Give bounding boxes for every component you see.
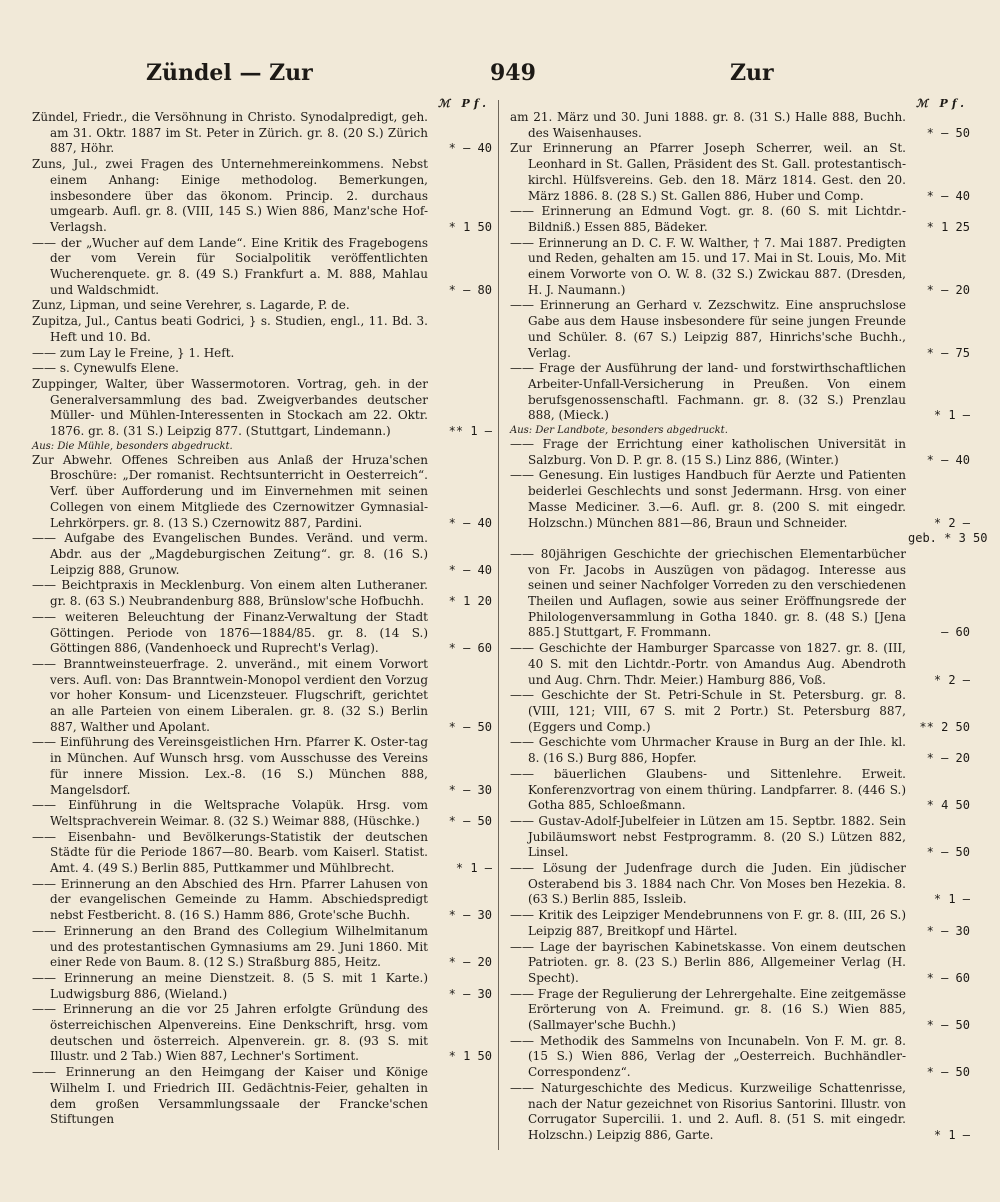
entry-text: Zuppinger, Walter, über Wassermotoren. Vortrag, geh. in der Generalversammlung des bad. Zweigverbandes deutscher Müller- und Mühlen-Interessenten in Stockach am 22. Oktr. 1876. gr. 8. (31 S.) Leipzig 877. (Stuttgart, Lindemann.) [32,376,428,439]
bibliography-entry [510,547,970,641]
entry-text: Zündel, Friedr., die Versöhnung in Christo. Synodalpredigt, geh. am 31. Oktr. 1887 im St. Peter in Zürich. gr. 8. (20 S.) Zürich 887, Höhr. [32,110,428,156]
bibliography-entry [32,157,492,236]
entry-price: * 1 20 [448,594,492,609]
header-left: Zündel — Zur [146,60,313,86]
entry-text: —— Erinnerung an den Brand des Collegium Wilhelmitanum und des protestantischen Gymnasiums am 29. Juni 1860. Mit einer Rede von Baum. 8. (12 S.) Straßburg 885, Heitz. [32,923,428,970]
bibliography-entry [32,1065,492,1128]
entry-text: —— Frage der Ausführung der land- und forstwirthschaftlichen Arbeiter-Unfall-Versicherung in Preußen. Von einem berufsgenossenschaftl. Fachmann. gr. 8. (32 S.) Prenzlau 888, (Mieck.) [510,361,906,423]
entry-text: —— Beichtpraxis in Mecklenburg. Von einem alten Lutheraner. gr. 8. (63 S.) Neubrandenburg 888, Brünslow'sche Hofbuchh. [32,578,428,609]
entry-price: * 4 50 [926,798,970,813]
entry-price: * 1 — [933,892,970,907]
entry-price: * — 50 [448,719,492,734]
entry-price: * 1 — [933,408,970,423]
bibliography-entry [32,531,492,578]
entry-text: —— 80jährigen Geschichte der griechischen Elementarbücher von Fr. Jacobs in Auszügen von pädagog. Interesse aus seinen und seiner Nachfolger Vorreden zu den verschiedenen Theilen und Auflagen, sowie aus seiner Eröffnungsrede der Philologenversammlung in Gotha 1840. gr. 8. (48 S.) [Jena 885.] Stuttgart, F. Frommann. [510,546,906,640]
entry-price: * — 50 [926,1065,970,1080]
entry-text: —— s. Cynewulfs Elene. [32,361,179,376]
entry-text: —— zum Lay le Freine, } 1. Heft. [32,345,235,360]
bibliography-entry [510,688,970,735]
entry-price: * — 30 [926,923,970,938]
entry-text: —— weiteren Beleuchtung der Finanz-Verwaltung der Stadt Göttingen. Periode von 1876—1884/85. gr. 8. (14 S.) Göttingen 886, (Vandenhoeck und Ruprecht's Verlag). [32,609,428,656]
entry-text: —— Genesung. Ein lustiges Handbuch für Aerzte und Patienten beiderlei Geschlechts und sonst Jedermann. Hrsg. von einer Masse Mediciner. 3.—6. Aufl. gr. 8. (200 S. mit eingedr. Holzschn.) München 881—86, Braun und Schneider. [510,468,906,530]
entry-text: —— Branntweinsteuerfrage. 2. unveränd., mit einem Vorwort vers. Aufl. von: Das Branntwein-Monopol verdient den Vorzug vor hoher Konsum- und Licenzsteuer. Flugschrift, gerichtet an alle Parteien von einem Liberalen. gr. 8. (32 S.) Berlin 887, Walther und Apolant. [32,656,428,734]
entry-text: —— Aufgabe des Evangelischen Bundes. Veränd. und verm. Abdr. aus der „Magdeburgischen Zeitung“. gr. 8. (16 S.) Leipzig 888, Grunow. [32,531,428,577]
bibliography-entry [32,314,492,345]
bibliography-entry [32,1002,492,1065]
bibliography-entry [510,908,970,939]
entry-price: * 1 50 [448,1049,492,1064]
entry-text: —— Methodik des Sammelns von Incunabeln. Von F. M. gr. 8. (15 S.) Wien 886, Verlag der „Oesterreich. Buchhändler-Correspondenz“. [510,1033,906,1080]
entry-price: * — 75 [926,345,970,360]
bibliography-entry [32,110,492,157]
bibliography-entry [510,361,970,424]
entry-price: * — 20 [926,751,970,766]
bibliography-entry [32,236,492,299]
right-column [510,96,988,1144]
entry-text: —— Geschichte vom Uhrmacher Krause in Burg an der Ihle. kl. 8. (16 S.) Burg 886, Hopfer. [510,735,906,766]
entry-text: —— Frage der Errichtung einer katholischen Universität in Salzburg. Von D. P. gr. 8. (15 S.) Linz 886, (Winter.) [510,437,906,467]
entry-price: * — 40 [448,515,492,530]
bibliography-entry [510,940,970,987]
entry-price: — 60 [941,625,970,640]
entry-price: geb. * 3 50 [908,531,988,546]
bibliography-entry [32,578,492,609]
bibliography-entry [32,830,492,877]
entry-price: * 1 25 [926,219,970,234]
entry-price: * — 80 [448,282,492,297]
entry-text: Zuns, Jul., zwei Fragen des Unternehmereinkommens. Nebst einem Anhang: Einige methodolog. Bemerkungen, insbesondere über das ökonom. Princip. 2. durchaus umgearb. Aufl. gr. 8. (VIII, 145 S.) Wien 886, Manz'sche Hof-Verlagsh. [32,157,428,234]
bibliography-entry [510,861,970,908]
bibliography-entry [510,141,970,204]
bibliography-entry [32,877,492,924]
price-column-head: ℳ Pf. [437,97,490,110]
entry-price: * 1 50 [448,219,492,234]
entry-price: * — 30 [448,782,492,797]
bibliography-entry [510,767,970,814]
entry-price: * 2 — [933,672,970,687]
entry-price: * — 40 [448,141,492,156]
entry-text: —— Erinnerung an die vor 25 Jahren erfolgte Gründung des österreichischen Alpenvereins. Eine Denkschrift, hrsg. vom deutschen und österreich. Alpenverein. gr. 8. (93 S. mit Illustr. und 2 Tab.) Wien 887, Lechner's Sortiment. [32,1002,428,1064]
bibliography-entry [510,437,970,468]
bibliography-entry [510,204,970,235]
entry-text: —— Naturgeschichte des Medicus. Kurzweilige Schattenrisse, nach der Natur gezeichnet von Risorius Santorini. Illustr. von Corrugator Supercilii. 1. und 2. Aufl. 8. (51 S. mit eingedr. Holzschn.) Leipzig 886, Garte. [510,1080,906,1142]
entry-text: Aus: Der Landbote, besonders abgedruckt. [510,425,728,437]
entry-text: Zunz, Lipman, und seine Verehrer, s. Lagarde, P. de. [32,298,350,313]
entry-price: * — 50 [448,813,492,828]
entry-text: Aus: Die Mühle, besonders abgedruckt. [32,440,233,452]
entry-text: —— Gustav-Adolf-Jubelfeier in Lützen am 15. Septbr. 1882. Sein Jubiläumswort nebst Festprogramm. 8. (20 S.) Lützen 882, Linsel. [510,813,906,860]
bibliography-entry [510,814,970,861]
entry-text: —— Erinnerung an den Abschied des Hrn. Pfarrer Lahusen von der evangelischen Gemeinde zu Hamm. Abschiedspredigt nebst Festbericht. 8. (16 S.) Hamm 886, Grote'sche Buchh. [32,876,428,923]
entry-text: Zur Abwehr. Offenes Schreiben aus Anlaß der Hruza'schen Broschüre: „Der romanist. Rechtsunterricht in Oesterreich“. Verf. über Aufforderung und im Einvernehmen mit seinen Collegen von einem Mitgliede des Czernowitzer Gymnasial-Lehrkörpers. gr. 8. (13 S.) Czernowitz 887, Pardini. [32,452,428,530]
entry-text: —— Erinnerung an Edmund Vogt. gr. 8. (60 S. mit Lichtdr.-Bildniß.) Essen 885, Bädeker. [510,204,906,234]
entry-price: * 1 — [455,861,492,876]
entry-text: —— Lösung der Judenfrage durch die Juden. Ein jüdischer Osterabend bis 3. 1884 nach Chr. Von Moses ben Hezekia. 8. (63 S.) Berlin 885, Issleib. [510,861,906,907]
bibliography-entry [32,610,492,657]
bibliography-entry [510,468,988,547]
entry-text: Zupitza, Jul., Cantus beati Godrici, } s. Studien, engl., 11. Bd. 3. Heft und 10. Bd. [32,314,428,344]
entry-price: * — 30 [448,908,492,923]
bibliography-entry [32,798,492,829]
entry-text: —— Frage der Regulierung der Lehrergehalte. Eine zeitgemässe Erörterung von A. Freimund. gr. 8. (16 S.) Wien 885, (Sallmayer'sche Buchh.) [510,986,906,1033]
entry-price: * — 50 [926,1018,970,1033]
entry-text: —— Erinnerung an D. C. F. W. Walther, † 7. Mai 1887. Predigten und Reden, gehalten am 15. und 17. Mai in St. Louis, Mo. Mit einem Vorworte von O. W. 8. (32 S.) Zwickau 887. (Dresden, H. J. Naumann.) [510,235,906,297]
entry-price: * — 40 [926,452,970,467]
page-header [30,60,970,94]
entry-text: —— bäuerlichen Glaubens- und Sittenlehre. Erweit. Konferenzvortrag von einem thüring. Landpfarrer. 8. (446 S.) Gotha 885, Schloeßmann. [510,766,906,813]
entry-text: —— der „Wucher auf dem Lande“. Eine Kritik des Fragebogens der vom Verein für Socialpolitik veröffentlichten Wucherenquete. gr. 8. (49 S.) Frankfurt a. M. 888, Mahlau und Waldschmidt. [32,235,428,297]
left-column [32,96,492,1128]
entry-price: * — 20 [926,282,970,297]
bibliography-entry [32,971,492,1002]
header-right: Zur [730,60,774,86]
bibliography-entry [32,440,492,453]
bibliography-entry [32,657,492,736]
bibliography-entry [32,377,492,440]
entry-text: —— Erinnerung an den Heimgang der Kaiser und Könige Wilhelm I. und Friedrich III. Gedächtnis-Feier, gehalten in dem großen Versammlungssaale der Francke'schen Stiftungen [32,1065,428,1127]
entry-price: * — 30 [448,986,492,1001]
bibliography-entry [510,641,970,688]
entry-text: —— Lage der bayrischen Kabinetskasse. Von einem deutschen Patrioten. gr. 8. (23 S.) Berlin 886, Allgemeiner Verlag (H. Specht). [510,939,906,985]
entry-text: —— Eisenbahn- und Bevölkerungs-Statistik der deutschen Städte für die Periode 1867—80. Bearb. vom Kaiserl. Statist. Amt. 4. (49 S.) Berlin 885, Puttkammer und Mühlbrecht. [32,829,428,876]
entry-price: * — 50 [926,845,970,860]
entry-price-secondary: * 2 — [933,515,970,530]
bibliography-entry [510,110,970,141]
entry-text: Zur Erinnerung an Pfarrer Joseph Scherrer, weil. an St. Leonhard in St. Gallen, Präsident des St. Gall. protestantisch-kirchl. Hülfsvereins. Geb. den 18. März 1814. Gest. den 20. März 1886. 8. (28 S.) St. Gallen 886, Huber und Comp. [510,141,906,203]
bibliography-entry [32,346,492,362]
bibliography-entry [510,987,970,1034]
bibliography-entry [32,298,492,314]
bibliography-entry [510,424,970,437]
price-column-head: ℳ Pf. [915,97,968,110]
column-divider [498,100,499,1150]
bibliography-entry [510,298,970,361]
entry-price: * — 60 [448,641,492,656]
entry-price: * — 50 [926,125,970,140]
entry-text: am 21. März und 30. Juni 1888. gr. 8. (31 S.) Halle 888, Buchh. des Waisenhauses. [510,110,906,140]
bibliography-entry [510,1081,970,1144]
entry-price: ** 2 50 [919,719,970,734]
entry-text: —— Einführung in die Weltsprache Volapük. Hrsg. vom Weltsprachverein Weimar. 8. (32 S.) Weimar 888, (Hüschke.) [32,798,428,828]
bibliography-entry [32,924,492,971]
bibliography-entry [32,735,492,798]
entry-price: * 1 — [933,1127,970,1142]
bibliography-entry [32,361,492,377]
entry-price: ** 1 — [448,424,492,439]
bibliography-entry [510,735,970,766]
entry-price: * — 20 [448,955,492,970]
entry-price: * — 60 [926,970,970,985]
entry-text: —— Kritik des Leipziger Mendebrunnens von F. gr. 8. (III, 26 S.) Leipzig 887, Breitkopf und Härtel. [510,908,906,938]
page-number: 949 [490,60,536,86]
entry-text: —— Erinnerung an meine Dienstzeit. 8. (5 S. mit 1 Karte.) Ludwigsburg 886, (Wieland.) [32,970,428,1001]
entry-text: —— Geschichte der St. Petri-Schule in St. Petersburg. gr. 8. (VIII, 121; VIII, 67 S. mit 2 Portr.) St. Petersburg 887, (Eggers und Comp.) [510,688,906,734]
bibliography-entry [510,236,970,299]
entry-price: * — 40 [448,562,492,577]
entry-price: * — 40 [926,188,970,203]
bibliography-entry [510,1034,970,1081]
entry-text: —— Erinnerung an Gerhard v. Zezschwitz. Eine anspruchslose Gabe aus dem Hause insbesondere für seine jungen Freunde und Schüler. 8. (67 S.) Leipzig 887, Hinrichs'sche Buchh., Verlag. [510,298,906,360]
entry-text: —— Einführung des Vereinsgeistlichen Hrn. Pfarrer K. Oster-tag in München. Auf Wunsch hrsg. vom Ausschusse des Vereins für innere Mission. Lex.-8. (16 S.) München 888, Mangelsdorf. [32,735,428,797]
bibliography-entry [32,453,492,532]
entry-text: —— Geschichte der Hamburger Sparcasse von 1827. gr. 8. (III, 40 S. mit den Lichtdr.-Portr. von Amandus Aug. Abendroth und Aug. Chrn. Thdr. Meier.) Hamburg 886, Voß. [510,641,906,687]
